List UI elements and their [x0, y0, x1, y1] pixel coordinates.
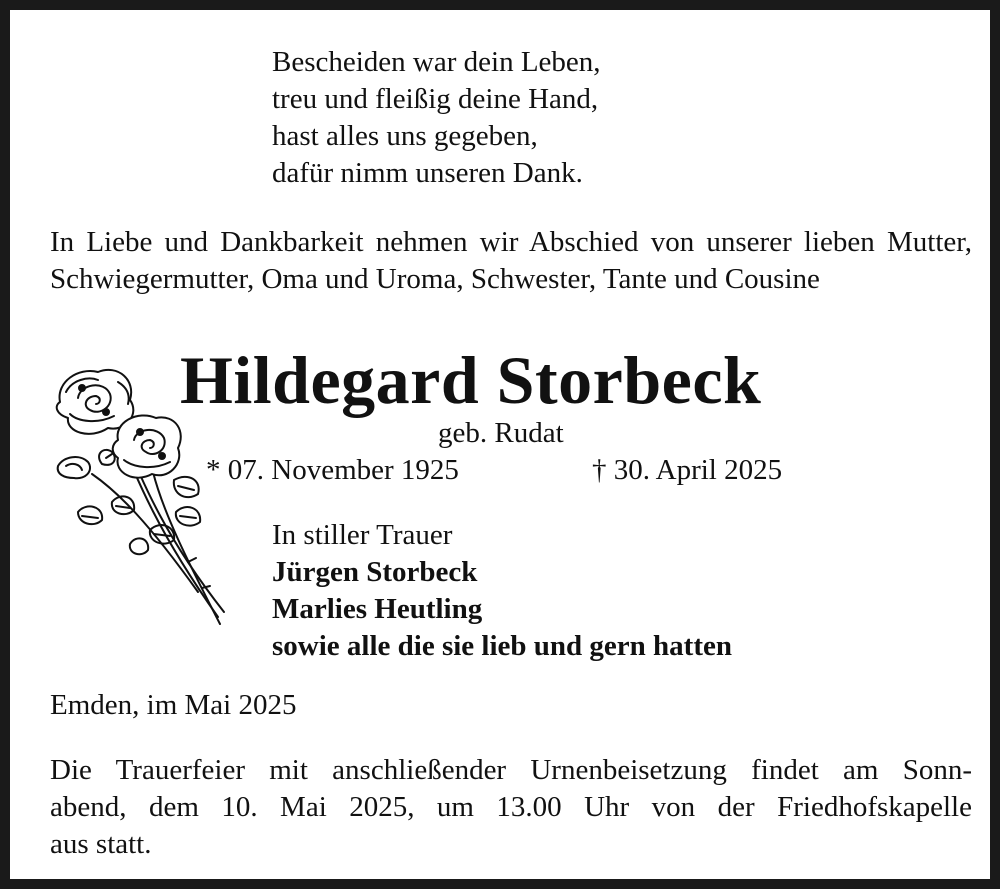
poem-line: dafür nimm unseren Dank.: [272, 157, 583, 189]
maiden-name: geb. Rudat: [438, 417, 564, 449]
mourner-name: Marlies Heutling: [272, 593, 483, 625]
mourner-name: sowie alle die sie lieb und gern hatten: [272, 630, 732, 662]
intro-text: In Liebe und Dankbarkeit nehmen wir Abschied von unserer lieben Mutter, Schwiegermutter, Oma und Uroma, Schwester, Tante und Cousine: [50, 226, 972, 295]
funeral-info: [50, 752, 972, 863]
death-date: † 30. April 2025: [592, 454, 783, 486]
birth-date: * 07. November 1925: [206, 454, 459, 486]
funeral-line: aus statt.: [50, 828, 152, 860]
funeral-line: Die Trauerfeier mit anschließender Urnenbeisetzung findet am Sonn-: [50, 754, 972, 786]
place-date: Emden, im Mai 2025: [50, 689, 297, 721]
poem-line: hast alles uns gegeben,: [272, 120, 538, 152]
poem-line: Bescheiden war dein Leben,: [272, 46, 601, 78]
poem: [272, 44, 601, 192]
deceased-name: Hildegard Storbeck: [180, 342, 762, 418]
poem-line: treu und fleißig deine Hand,: [272, 83, 599, 115]
mourners: [272, 517, 732, 665]
mourners-heading: In stiller Trauer: [272, 519, 453, 551]
funeral-line: abend, dem 10. Mai 2025, um 13.00 Uhr von der Friedhofskapelle: [50, 791, 972, 823]
mourner-name: Jürgen Storbeck: [272, 556, 478, 588]
